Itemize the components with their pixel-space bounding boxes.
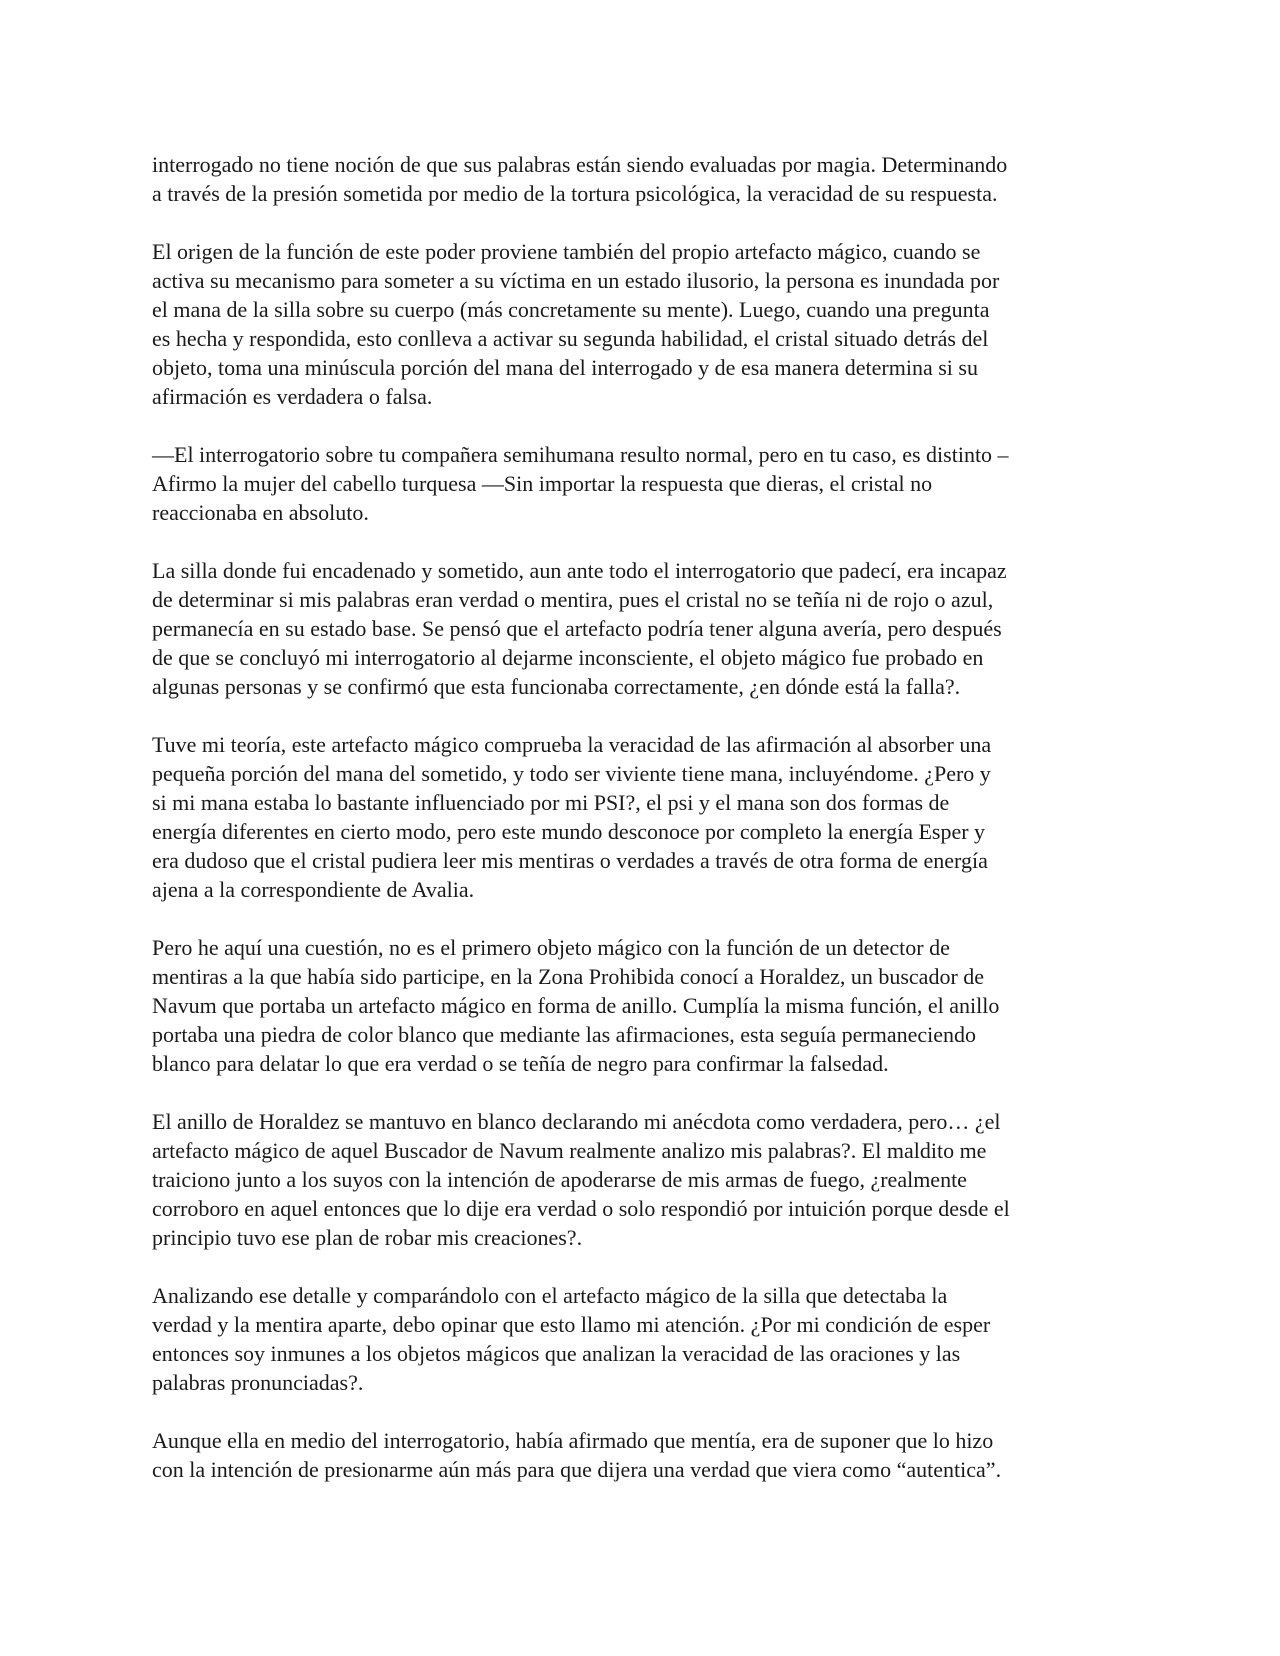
document-body <box>152 150 1138 1513</box>
text-line: palabras pronunciadas?. <box>152 1370 364 1395</box>
text-line: interrogado no tiene noción de que sus palabras están siendo evaluadas por magia. Determinando <box>152 152 1008 177</box>
text-line: con la intención de presionarme aún más para que dijera una verdad que viera como “autentica”. <box>152 1457 1002 1482</box>
text-line: entonces soy inmunes a los objetos mágicos que analizan la veracidad de las oraciones y las <box>152 1341 961 1366</box>
text-line: Navum que portaba un artefacto mágico en forma de anillo. Cumplía la misma función, el anillo <box>152 993 1000 1018</box>
text-line: corroboro en aquel entonces que lo dije era verdad o solo respondió por intuición porque desde el <box>152 1196 1010 1221</box>
text-line: es hecha y respondida, esto conlleva a activar su segunda habilidad, el cristal situado detrás del <box>152 326 989 351</box>
text-line: si mi mana estaba lo bastante influenciado por mi PSI?, el psi y el mana son dos formas de <box>152 790 950 815</box>
paragraph <box>152 1107 1138 1252</box>
text-line: Analizando ese detalle y comparándolo con el artefacto mágico de la silla que detectaba la <box>152 1283 948 1308</box>
text-line: afirmación es verdadera o falsa. <box>152 384 433 409</box>
text-line: verdad y la mentira aparte, debo opinar que esto llamo mi atención. ¿Por mi condición de esper <box>152 1312 991 1337</box>
paragraph <box>152 730 1138 904</box>
text-line: mentiras a la que había sido participe, en la Zona Prohibida conocí a Horaldez, un buscador de <box>152 964 985 989</box>
text-line: El anillo de Horaldez se mantuvo en blanco declarando mi anécdota como verdadera, pero… ¿el <box>152 1109 1001 1134</box>
paragraph <box>152 933 1138 1078</box>
text-line: el mana de la silla sobre su cuerpo (más concretamente su mente). Luego, cuando una pregunta <box>152 297 990 322</box>
text-line: artefacto mágico de aquel Buscador de Navum realmente analizo mis palabras?. El maldito me <box>152 1138 987 1163</box>
text-line: —El interrogatorio sobre tu compañera semihumana resulto normal, pero en tu caso, es distinto – <box>152 442 1009 467</box>
text-line: La silla donde fui encadenado y sometido, aun ante todo el interrogatorio que padecí, era incapaz <box>152 558 1007 583</box>
text-line: era dudoso que el cristal pudiera leer mis mentiras o verdades a través de otra forma de energía <box>152 848 988 873</box>
text-line: de determinar si mis palabras eran verdad o mentira, pues el cristal no se teñía ni de rojo o azul, <box>152 587 994 612</box>
paragraph <box>152 150 1138 208</box>
text-line: objeto, toma una minúscula porción del mana del interrogado y de esa manera determina si su <box>152 355 978 380</box>
text-line: a través de la presión sometida por medio de la tortura psicológica, la veracidad de su respuesta. <box>152 181 998 206</box>
text-line: energía diferentes en cierto modo, pero este mundo desconoce por completo la energía Esper y <box>152 819 986 844</box>
text-line: traiciono junto a los suyos con la intención de apoderarse de mis armas de fuego, ¿realmente <box>152 1167 967 1192</box>
text-line: Tuve mi teoría, este artefacto mágico comprueba la veracidad de las afirmación al absorber una <box>152 732 992 757</box>
text-line: El origen de la función de este poder proviene también del propio artefacto mágico, cuando se <box>152 239 981 264</box>
text-line: Pero he aquí una cuestión, no es el primero objeto mágico con la función de un detector de <box>152 935 950 960</box>
paragraph <box>152 440 1138 527</box>
text-line: portaba una piedra de color blanco que mediante las afirmaciones, esta seguía permaneciendo <box>152 1022 977 1047</box>
text-line: principio tuvo ese plan de robar mis creaciones?. <box>152 1225 583 1250</box>
text-line: algunas personas y se confirmó que esta funcionaba correctamente, ¿en dónde está la falla?. <box>152 674 961 699</box>
text-line: reaccionaba en absoluto. <box>152 500 369 525</box>
paragraph <box>152 237 1138 411</box>
text-line: pequeña porción del mana del sometido, y todo ser viviente tiene mana, incluyéndome. ¿Pero y <box>152 761 991 786</box>
text-line: activa su mecanismo para someter a su víctima en un estado ilusorio, la persona es inundada por <box>152 268 1000 293</box>
paragraph <box>152 1426 1138 1484</box>
text-line: ajena a la correspondiente de Avalia. <box>152 877 475 902</box>
paragraph <box>152 556 1138 701</box>
paragraph <box>152 1281 1138 1397</box>
text-line: de que se concluyó mi interrogatorio al dejarme inconsciente, el objeto mágico fue probado en <box>152 645 984 670</box>
text-line: permanecía en su estado base. Se pensó que el artefacto podría tener alguna avería, pero después <box>152 616 1002 641</box>
text-line: Aunque ella en medio del interrogatorio, había afirmado que mentía, era de suponer que lo hizo <box>152 1428 994 1453</box>
text-line: blanco para delatar lo que era verdad o se teñía de negro para confirmar la falsedad. <box>152 1051 889 1076</box>
text-line: Afirmo la mujer del cabello turquesa —Sin importar la respuesta que dieras, el cristal no <box>152 471 933 496</box>
